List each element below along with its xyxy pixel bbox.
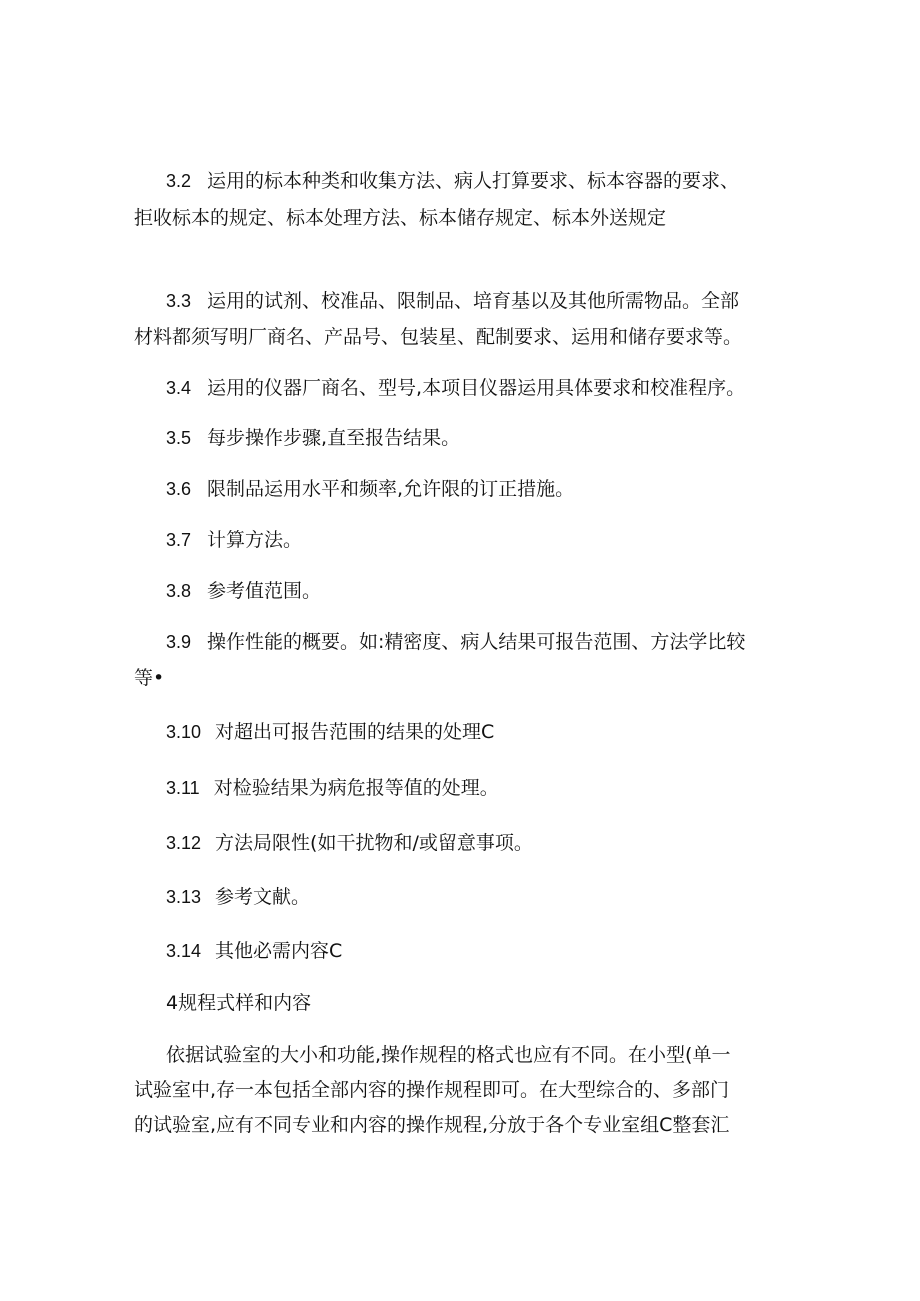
item-3-12: [166, 831, 533, 855]
item-number: 3.9: [166, 632, 192, 652]
item-3-4: [166, 376, 745, 400]
item-number: 3.11: [166, 778, 200, 798]
item-number: 3.5: [166, 428, 192, 448]
item-number: 3.7: [166, 530, 192, 550]
item-text: 运用的仪器厂商名、型号,本项目仪器运用具体要求和校准程序。: [207, 377, 746, 399]
section-heading: 4规程式样和内容: [166, 992, 312, 1014]
item-text: 对超出可报告范围的结果的处理C: [215, 721, 495, 743]
item-text: 计算方法。: [207, 529, 303, 551]
item-number: 3.6: [166, 479, 192, 499]
item-text: 限制品运用水平和频率,允许限的订正措施。: [207, 478, 575, 500]
item-text: 参考值范围。: [207, 580, 322, 602]
item-3-3-continuation: 材料都须写明厂商名、产品号、包装星、配制要求、运用和储存要求等。: [134, 326, 743, 348]
item-text: 操作性能的概要。如:精密度、病人结果可报告范围、方法学比较: [207, 631, 746, 653]
item-3-6: [166, 477, 574, 501]
paragraph-line-2: 试验室中,存一本包括全部内容的操作规程即可。在大型综合的、多部门: [134, 1079, 730, 1101]
item-3-8: [166, 579, 321, 603]
item-number: 3.8: [166, 581, 192, 601]
item-text: 其他必需内容C: [215, 940, 343, 962]
item-3-7: [166, 528, 302, 552]
item-number: 3.14: [166, 941, 202, 961]
item-3-2-continuation: 拒收标本的规定、标本处理方法、标本储存规定、标本外送规定: [134, 207, 667, 229]
item-text: 方法局限性(如干扰物和/或留意事项。: [215, 832, 533, 854]
paragraph-line-1: 依据试验室的大小和功能,操作规程的格式也应有不同。在小型(单一: [166, 1044, 731, 1066]
item-number: 3.13: [166, 887, 202, 907]
paragraph-line-3: 的试验室,应有不同专业和内容的操作规程,分放于各个专业室组C整套汇: [134, 1114, 730, 1136]
item-number: 3.4: [166, 378, 192, 398]
item-text: 参考文献。: [215, 886, 311, 908]
item-3-11: [166, 776, 499, 800]
item-text: 每步操作步骤,直至报告结果。: [207, 427, 461, 449]
item-number: 3.2: [166, 171, 192, 191]
item-3-10: [166, 720, 494, 744]
item-text: 运用的标本种类和收集方法、病人打算要求、标本容器的要求、: [207, 170, 740, 192]
item-3-13: [166, 885, 310, 909]
item-number: 3.10: [166, 722, 202, 742]
item-3-5: [166, 426, 460, 450]
item-3-9-continuation: 等•: [134, 667, 165, 689]
item-3-2: [166, 169, 739, 193]
item-text: 运用的试剂、校准品、限制品、培育基以及其他所需物品。全部: [207, 290, 740, 312]
item-number: 3.12: [166, 833, 202, 853]
item-number: 3.3: [166, 291, 192, 311]
item-text: 对检验结果为病危报等值的处理。: [213, 777, 499, 799]
item-3-14: [166, 939, 342, 963]
item-3-3: [166, 289, 739, 313]
item-3-9: [166, 630, 745, 654]
